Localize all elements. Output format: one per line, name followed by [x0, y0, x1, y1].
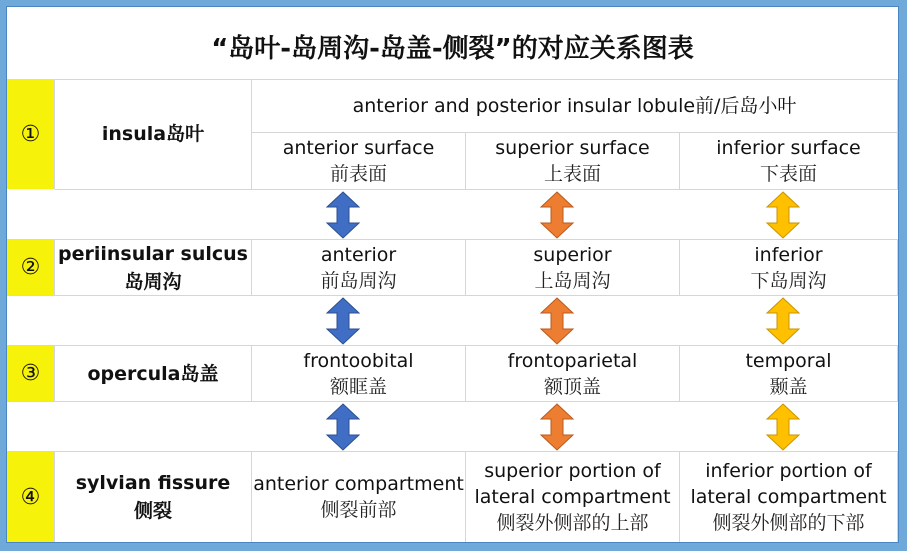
insula-inferior-cell [680, 133, 898, 190]
insula-anterior-cell [252, 133, 466, 190]
double-arrow-icon [765, 297, 801, 345]
cell-en-2: lateral compartment [690, 486, 887, 508]
cell-zh: 侧裂前部 [320, 499, 397, 521]
row-label-insula [55, 79, 252, 190]
fissure-inferior-cell [680, 452, 898, 542]
double-arrow-icon [539, 297, 575, 345]
cell-en: superior portion of [484, 460, 661, 482]
cell-en: superior [533, 243, 612, 266]
cell-zh: 前岛周沟 [320, 269, 397, 292]
cell-en: inferior [754, 243, 823, 266]
cell-en-2: lateral compartment [474, 486, 671, 508]
cell-en: frontoparietal [507, 349, 638, 372]
cell-en: temporal [745, 349, 832, 372]
row-label-text: opercula岛盖 [87, 362, 219, 385]
double-arrow-icon [539, 403, 575, 451]
cell-zh: 下岛周沟 [750, 269, 827, 292]
fissure-superior-cell [466, 452, 680, 542]
row-label-sulcus [55, 240, 252, 296]
cell-zh: 下表面 [759, 163, 817, 185]
cell-en: frontoobital [303, 349, 414, 372]
opercula-frontoparietal-cell [466, 346, 680, 402]
cell-en: anterior surface [282, 137, 435, 159]
cell-zh: 侧裂外侧部的下部 [712, 512, 865, 534]
double-arrow-icon [325, 191, 361, 239]
row-label-text-zh: 侧裂 [133, 500, 172, 522]
opercula-frontoorbital-cell [252, 346, 466, 402]
row-label-text: insula岛叶 [101, 123, 205, 145]
row-number-2: ② [7, 240, 55, 296]
cell-zh: 额顶盖 [543, 375, 601, 398]
row-label-text-zh: 岛周沟 [124, 270, 182, 293]
row-number-4: ④ [7, 452, 55, 542]
cell-en: inferior portion of [705, 460, 872, 482]
double-arrow-icon [539, 191, 575, 239]
cell-en: superior surface [495, 137, 650, 159]
row-label-text: sylvian fissure [75, 472, 231, 494]
double-arrow-icon [765, 191, 801, 239]
double-arrow-icon [325, 297, 361, 345]
row-number-3: ③ [7, 346, 55, 402]
sulcus-inferior-cell [680, 240, 898, 296]
cell-zh: 颞盖 [769, 375, 808, 398]
cell-zh: 上岛周沟 [534, 269, 611, 292]
row-label-text: periinsular sulcus [57, 242, 248, 265]
row-label-fissure [55, 452, 252, 542]
cell-en: anterior [320, 243, 397, 266]
cell-en: anterior compartment [253, 473, 464, 495]
row-label-opercula [55, 346, 252, 402]
page-title: “岛叶-岛周沟-岛盖-侧裂”的对应关系图表 [7, 13, 898, 80]
insula-superior-cell [466, 133, 680, 190]
cell-zh: 前表面 [329, 163, 387, 185]
cell-en: inferior surface [716, 137, 861, 159]
table-frame [6, 6, 899, 543]
sulcus-anterior-cell [252, 240, 466, 296]
insula-header: anterior and posterior insular lobule前/后岛小叶 [252, 79, 898, 133]
sulcus-superior-cell [466, 240, 680, 296]
double-arrow-icon [325, 403, 361, 451]
cell-zh: 额眶盖 [329, 375, 387, 398]
row-number-1: ① [7, 79, 55, 190]
opercula-temporal-cell [680, 346, 898, 402]
double-arrow-icon [765, 403, 801, 451]
cell-zh: 侧裂外侧部的上部 [496, 512, 649, 534]
cell-zh: 上表面 [543, 163, 601, 185]
fissure-anterior-cell [252, 452, 466, 542]
